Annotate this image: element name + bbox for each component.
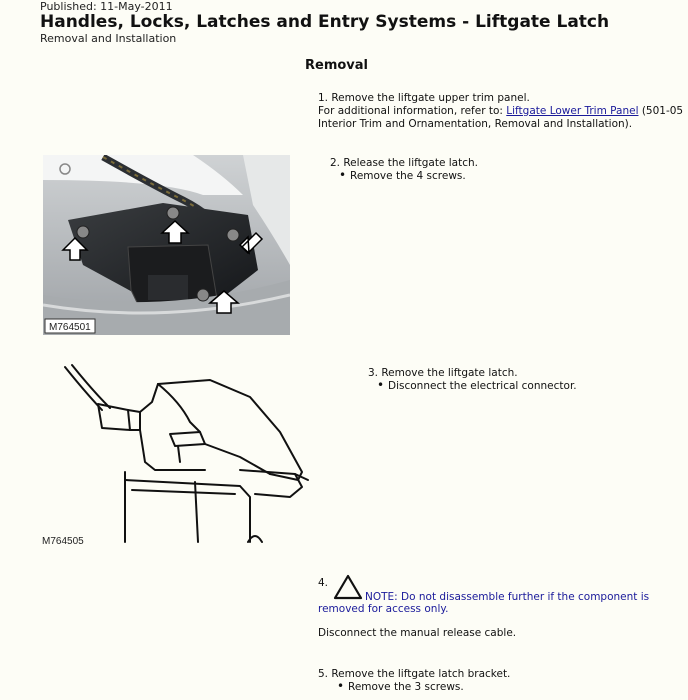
step-4-text: Disconnect the manual release cable.: [318, 627, 517, 639]
figure-m764505: [40, 362, 315, 547]
step-1-reference-line2: Interior Trim and Ornamentation, Removal and Installation).: [318, 118, 633, 130]
step-5-bullet: • Remove the 3 screws.: [334, 681, 658, 694]
figure-m764501: [43, 155, 290, 335]
step-1: [318, 92, 684, 131]
step-5: [318, 668, 658, 694]
step-4: [318, 575, 678, 640]
figure-2-label: M764505: [42, 536, 84, 547]
section-heading-removal: Removal: [305, 58, 369, 73]
page-title: Handles, Locks, Latches and Entry Systems - Liftgate Latch: [40, 12, 610, 32]
step-2-text: 2. Release the liftgate latch.: [330, 157, 478, 169]
step-1-reference: For additional information, refer to: Liftgate Lower Trim Panel (501-05: [318, 105, 684, 117]
step-2-bullet: • Remove the 4 screws.: [336, 170, 650, 183]
link-liftgate-lower-trim-panel[interactable]: Liftgate Lower Trim Panel: [506, 105, 639, 117]
step-4-number: 4.: [318, 577, 329, 589]
step-2: [330, 157, 650, 183]
warning-triangle-icon: [333, 574, 363, 600]
published-date: Published: 11-May-2011: [40, 0, 173, 13]
step-3: [368, 367, 668, 393]
step-5-text: 5. Remove the liftgate latch bracket.: [318, 668, 511, 680]
step-4-note-line1: NOTE: Do not disassemble further if the component is: [365, 591, 650, 603]
step-3-text: 3. Remove the liftgate latch.: [368, 367, 518, 379]
step-3-bullet: • Disconnect the electrical connector.: [374, 380, 668, 393]
step-1-text: 1. Remove the liftgate upper trim panel.: [318, 92, 530, 104]
page-subtitle: Removal and Installation: [40, 32, 177, 45]
step-4-note-line2: removed for access only.: [318, 603, 449, 615]
figure-1-label: M764501: [49, 322, 91, 333]
